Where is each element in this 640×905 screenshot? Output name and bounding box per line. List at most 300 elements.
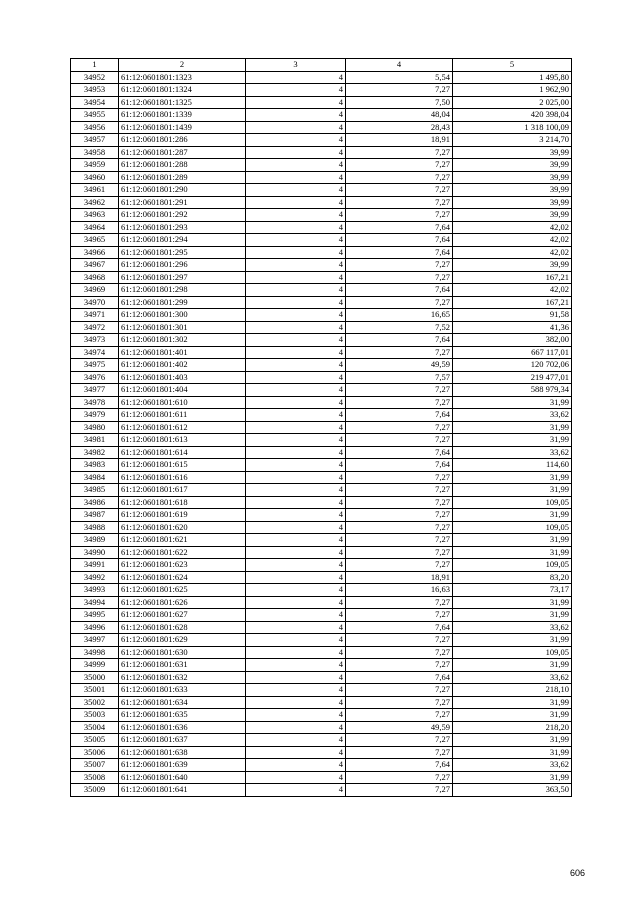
category-cell: 4 [246, 321, 346, 334]
row-number-cell: 34982 [71, 446, 119, 459]
table-row [71, 384, 572, 397]
category-cell: 4 [246, 446, 346, 459]
category-cell: 4 [246, 621, 346, 634]
table-row [71, 409, 572, 422]
cadastral-number-cell: 61:12:0601801:617 [119, 484, 246, 497]
area-cell: 28,43 [346, 121, 453, 134]
cadastral-number-cell: 61:12:0601801:620 [119, 521, 246, 534]
value-cell: 31,99 [453, 509, 572, 522]
row-number-cell: 34975 [71, 359, 119, 372]
table-row [71, 209, 572, 222]
row-number-cell: 34961 [71, 184, 119, 197]
table-row [71, 84, 572, 97]
area-cell: 7,27 [346, 421, 453, 434]
area-cell: 5,54 [346, 71, 453, 84]
area-cell: 7,27 [346, 171, 453, 184]
category-cell: 4 [246, 771, 346, 784]
category-cell: 4 [246, 259, 346, 272]
value-cell: 39,99 [453, 259, 572, 272]
category-cell: 4 [246, 671, 346, 684]
row-number-cell: 35005 [71, 734, 119, 747]
cadastral-number-cell: 61:12:0601801:1325 [119, 96, 246, 109]
cadastral-number-cell: 61:12:0601801:626 [119, 596, 246, 609]
value-cell: 39,99 [453, 171, 572, 184]
row-number-cell: 35003 [71, 709, 119, 722]
row-number-cell: 34959 [71, 159, 119, 172]
table-row [71, 184, 572, 197]
value-cell: 588 979,34 [453, 384, 572, 397]
value-cell: 39,99 [453, 159, 572, 172]
category-cell: 4 [246, 384, 346, 397]
cadastral-number-cell: 61:12:0601801:641 [119, 784, 246, 797]
cadastral-number-cell: 61:12:0601801:403 [119, 371, 246, 384]
table-row [71, 296, 572, 309]
category-cell: 4 [246, 746, 346, 759]
category-cell: 4 [246, 459, 346, 472]
row-number-cell: 34993 [71, 584, 119, 597]
table-row [71, 196, 572, 209]
row-number-cell: 34956 [71, 121, 119, 134]
value-cell: 41,36 [453, 321, 572, 334]
cadastral-number-cell: 61:12:0601801:623 [119, 559, 246, 572]
value-cell: 31,99 [453, 746, 572, 759]
category-cell: 4 [246, 71, 346, 84]
value-cell: 667 117,01 [453, 346, 572, 359]
cadastral-number-cell: 61:12:0601801:630 [119, 646, 246, 659]
area-cell: 7,64 [346, 409, 453, 422]
row-number-cell: 34971 [71, 309, 119, 322]
row-number-cell: 35009 [71, 784, 119, 797]
row-number-cell: 34998 [71, 646, 119, 659]
column-header-4: 4 [346, 59, 453, 72]
row-number-cell: 34988 [71, 521, 119, 534]
area-cell: 7,27 [346, 471, 453, 484]
value-cell: 33,62 [453, 759, 572, 772]
category-cell: 4 [246, 434, 346, 447]
category-cell: 4 [246, 546, 346, 559]
row-number-cell: 35001 [71, 684, 119, 697]
table-row [71, 634, 572, 647]
row-number-cell: 34968 [71, 271, 119, 284]
cadastral-number-cell: 61:12:0601801:1324 [119, 84, 246, 97]
column-header-3: 3 [246, 59, 346, 72]
value-cell: 31,99 [453, 596, 572, 609]
area-cell: 7,27 [346, 296, 453, 309]
category-cell: 4 [246, 234, 346, 247]
row-number-cell: 34960 [71, 171, 119, 184]
area-cell: 7,27 [346, 546, 453, 559]
cadastral-number-cell: 61:12:0601801:636 [119, 721, 246, 734]
category-cell: 4 [246, 346, 346, 359]
value-cell: 31,99 [453, 471, 572, 484]
table-row [71, 771, 572, 784]
category-cell: 4 [246, 334, 346, 347]
table-row [71, 596, 572, 609]
cadastral-number-cell: 61:12:0601801:639 [119, 759, 246, 772]
category-cell: 4 [246, 146, 346, 159]
area-cell: 7,64 [346, 459, 453, 472]
value-cell: 39,99 [453, 196, 572, 209]
category-cell: 4 [246, 409, 346, 422]
page-number: 606 [569, 868, 585, 878]
area-cell: 7,27 [346, 784, 453, 797]
table-row [71, 621, 572, 634]
table-row [71, 684, 572, 697]
row-number-cell: 34991 [71, 559, 119, 572]
area-cell: 7,27 [346, 346, 453, 359]
row-number-cell: 34977 [71, 384, 119, 397]
value-cell: 31,99 [453, 734, 572, 747]
value-cell: 2 025,00 [453, 96, 572, 109]
row-number-cell: 34997 [71, 634, 119, 647]
cadastral-number-cell: 61:12:0601801:1339 [119, 109, 246, 122]
table-row [71, 734, 572, 747]
table-row [71, 234, 572, 247]
category-cell: 4 [246, 471, 346, 484]
category-cell: 4 [246, 759, 346, 772]
table-row [71, 471, 572, 484]
row-number-cell: 35008 [71, 771, 119, 784]
table-row [71, 459, 572, 472]
cadastral-number-cell: 61:12:0601801:624 [119, 571, 246, 584]
area-cell: 7,64 [346, 621, 453, 634]
row-number-cell: 34987 [71, 509, 119, 522]
cadastral-number-cell: 61:12:0601801:294 [119, 234, 246, 247]
area-cell: 7,64 [346, 246, 453, 259]
value-cell: 109,05 [453, 521, 572, 534]
table-row [71, 609, 572, 622]
value-cell: 42,02 [453, 246, 572, 259]
area-cell: 7,27 [346, 596, 453, 609]
category-cell: 4 [246, 171, 346, 184]
row-number-cell: 35004 [71, 721, 119, 734]
value-cell: 31,99 [453, 771, 572, 784]
area-cell: 7,27 [346, 771, 453, 784]
row-number-cell: 35000 [71, 671, 119, 684]
value-cell: 218,20 [453, 721, 572, 734]
table-row [71, 546, 572, 559]
value-cell: 167,21 [453, 271, 572, 284]
category-cell: 4 [246, 521, 346, 534]
value-cell: 114,60 [453, 459, 572, 472]
row-number-cell: 34970 [71, 296, 119, 309]
cadastral-number-cell: 61:12:0601801:616 [119, 471, 246, 484]
category-cell: 4 [246, 421, 346, 434]
category-cell: 4 [246, 271, 346, 284]
table-row [71, 696, 572, 709]
row-number-cell: 34963 [71, 209, 119, 222]
value-cell: 91,58 [453, 309, 572, 322]
row-number-cell: 35002 [71, 696, 119, 709]
row-number-cell: 34984 [71, 471, 119, 484]
cadastral-number-cell: 61:12:0601801:295 [119, 246, 246, 259]
cadastral-number-cell: 61:12:0601801:625 [119, 584, 246, 597]
area-cell: 7,50 [346, 96, 453, 109]
category-cell: 4 [246, 309, 346, 322]
area-cell: 7,64 [346, 446, 453, 459]
table-row [71, 496, 572, 509]
row-number-cell: 34965 [71, 234, 119, 247]
area-cell: 16,65 [346, 309, 453, 322]
area-cell: 7,27 [346, 184, 453, 197]
value-cell: 1 318 100,09 [453, 121, 572, 134]
table-row [71, 371, 572, 384]
area-cell: 49,59 [346, 359, 453, 372]
area-cell: 7,27 [346, 259, 453, 272]
cadastral-number-cell: 61:12:0601801:290 [119, 184, 246, 197]
value-cell: 109,05 [453, 646, 572, 659]
value-cell: 31,99 [453, 546, 572, 559]
row-number-cell: 34973 [71, 334, 119, 347]
area-cell: 7,64 [346, 284, 453, 297]
table-row [71, 71, 572, 84]
value-cell: 109,05 [453, 559, 572, 572]
cadastral-number-cell: 61:12:0601801:1439 [119, 121, 246, 134]
value-cell: 83,20 [453, 571, 572, 584]
area-cell: 7,27 [346, 559, 453, 572]
area-cell: 7,27 [346, 434, 453, 447]
cadastral-number-cell: 61:12:0601801:288 [119, 159, 246, 172]
value-cell: 167,21 [453, 296, 572, 309]
cadastral-number-cell: 61:12:0601801:618 [119, 496, 246, 509]
row-number-cell: 34974 [71, 346, 119, 359]
category-cell: 4 [246, 646, 346, 659]
category-cell: 4 [246, 296, 346, 309]
area-cell: 7,27 [346, 146, 453, 159]
cadastral-number-cell: 61:12:0601801:291 [119, 196, 246, 209]
cadastral-number-cell: 61:12:0601801:297 [119, 271, 246, 284]
table-row [71, 146, 572, 159]
table-row [71, 746, 572, 759]
category-cell: 4 [246, 246, 346, 259]
table-row [71, 584, 572, 597]
area-cell: 7,27 [346, 659, 453, 672]
table-row [71, 534, 572, 547]
value-cell: 1 495,80 [453, 71, 572, 84]
table-row [71, 396, 572, 409]
cadastral-number-cell: 61:12:0601801:289 [119, 171, 246, 184]
value-cell: 109,05 [453, 496, 572, 509]
category-cell: 4 [246, 196, 346, 209]
cadastral-number-cell: 61:12:0601801:640 [119, 771, 246, 784]
table-row [71, 646, 572, 659]
value-cell: 31,99 [453, 696, 572, 709]
table-row [71, 271, 572, 284]
category-cell: 4 [246, 159, 346, 172]
row-number-cell: 34953 [71, 84, 119, 97]
area-cell: 7,27 [346, 384, 453, 397]
table-row [71, 346, 572, 359]
cadastral-number-cell: 61:12:0601801:614 [119, 446, 246, 459]
table-row [71, 709, 572, 722]
cadastral-number-cell: 61:12:0601801:404 [119, 384, 246, 397]
category-cell: 4 [246, 684, 346, 697]
value-cell: 31,99 [453, 659, 572, 672]
value-cell: 31,99 [453, 534, 572, 547]
area-cell: 48,04 [346, 109, 453, 122]
row-number-cell: 34958 [71, 146, 119, 159]
row-number-cell: 35007 [71, 759, 119, 772]
table-row [71, 246, 572, 259]
cadastral-number-cell: 61:12:0601801:628 [119, 621, 246, 634]
table-row [71, 121, 572, 134]
category-cell: 4 [246, 121, 346, 134]
row-number-cell: 34972 [71, 321, 119, 334]
value-cell: 363,50 [453, 784, 572, 797]
category-cell: 4 [246, 734, 346, 747]
category-cell: 4 [246, 721, 346, 734]
table-row [71, 571, 572, 584]
area-cell: 7,27 [346, 521, 453, 534]
value-cell: 31,99 [453, 634, 572, 647]
area-cell: 7,27 [346, 609, 453, 622]
row-number-cell: 34976 [71, 371, 119, 384]
category-cell: 4 [246, 709, 346, 722]
cadastral-number-cell: 61:12:0601801:633 [119, 684, 246, 697]
area-cell: 7,27 [346, 734, 453, 747]
area-cell: 7,27 [346, 709, 453, 722]
row-number-cell: 34992 [71, 571, 119, 584]
area-cell: 7,64 [346, 221, 453, 234]
table-row [71, 321, 572, 334]
value-cell: 219 477,01 [453, 371, 572, 384]
column-header-5: 5 [453, 59, 572, 72]
table-row [71, 559, 572, 572]
area-cell: 7,27 [346, 196, 453, 209]
area-cell: 18,91 [346, 571, 453, 584]
area-cell: 16,63 [346, 584, 453, 597]
area-cell: 7,27 [346, 646, 453, 659]
table-row [71, 334, 572, 347]
category-cell: 4 [246, 371, 346, 384]
table-row [71, 109, 572, 122]
area-cell: 7,27 [346, 634, 453, 647]
row-number-cell: 34957 [71, 134, 119, 147]
cadastral-number-cell: 61:12:0601801:293 [119, 221, 246, 234]
area-cell: 7,27 [346, 696, 453, 709]
table-row [71, 446, 572, 459]
value-cell: 120 702,06 [453, 359, 572, 372]
cadastral-number-cell: 61:12:0601801:619 [119, 509, 246, 522]
area-cell: 7,27 [346, 534, 453, 547]
table-row [71, 96, 572, 109]
register-table [70, 58, 572, 797]
table-row [71, 259, 572, 272]
area-cell: 7,64 [346, 234, 453, 247]
area-cell: 18,91 [346, 134, 453, 147]
cadastral-number-cell: 61:12:0601801:638 [119, 746, 246, 759]
cadastral-number-cell: 61:12:0601801:296 [119, 259, 246, 272]
cadastral-number-cell: 61:12:0601801:299 [119, 296, 246, 309]
area-cell: 7,64 [346, 759, 453, 772]
value-cell: 218,10 [453, 684, 572, 697]
row-number-cell: 34995 [71, 609, 119, 622]
cadastral-number-cell: 61:12:0601801:292 [119, 209, 246, 222]
cadastral-number-cell: 61:12:0601801:286 [119, 134, 246, 147]
category-cell: 4 [246, 359, 346, 372]
category-cell: 4 [246, 696, 346, 709]
cadastral-number-cell: 61:12:0601801:631 [119, 659, 246, 672]
value-cell: 33,62 [453, 671, 572, 684]
cadastral-number-cell: 61:12:0601801:627 [119, 609, 246, 622]
value-cell: 73,17 [453, 584, 572, 597]
row-number-cell: 34967 [71, 259, 119, 272]
area-cell: 7,27 [346, 396, 453, 409]
row-number-cell: 34985 [71, 484, 119, 497]
table-row [71, 759, 572, 772]
column-header-2: 2 [119, 59, 246, 72]
cadastral-number-cell: 61:12:0601801:632 [119, 671, 246, 684]
value-cell: 39,99 [453, 146, 572, 159]
table-row [71, 359, 572, 372]
cadastral-number-cell: 61:12:0601801:300 [119, 309, 246, 322]
category-cell: 4 [246, 184, 346, 197]
category-cell: 4 [246, 221, 346, 234]
category-cell: 4 [246, 396, 346, 409]
area-cell: 7,64 [346, 334, 453, 347]
cadastral-number-cell: 61:12:0601801:615 [119, 459, 246, 472]
cadastral-number-cell: 61:12:0601801:621 [119, 534, 246, 547]
cadastral-number-cell: 61:12:0601801:287 [119, 146, 246, 159]
area-cell: 7,27 [346, 509, 453, 522]
category-cell: 4 [246, 496, 346, 509]
category-cell: 4 [246, 284, 346, 297]
cadastral-number-cell: 61:12:0601801:635 [119, 709, 246, 722]
category-cell: 4 [246, 134, 346, 147]
area-cell: 7,52 [346, 321, 453, 334]
table-row [71, 171, 572, 184]
category-cell: 4 [246, 559, 346, 572]
cadastral-number-cell: 61:12:0601801:401 [119, 346, 246, 359]
table-row [71, 721, 572, 734]
category-cell: 4 [246, 584, 346, 597]
row-number-cell: 34962 [71, 196, 119, 209]
column-header-1: 1 [71, 59, 119, 72]
table-row [71, 284, 572, 297]
table-row [71, 221, 572, 234]
value-cell: 42,02 [453, 221, 572, 234]
category-cell: 4 [246, 609, 346, 622]
cadastral-number-cell: 61:12:0601801:298 [119, 284, 246, 297]
area-cell: 7,27 [346, 84, 453, 97]
table-row [71, 421, 572, 434]
row-number-cell: 34979 [71, 409, 119, 422]
area-cell: 7,27 [346, 209, 453, 222]
category-cell: 4 [246, 96, 346, 109]
row-number-cell: 34983 [71, 459, 119, 472]
value-cell: 42,02 [453, 234, 572, 247]
value-cell: 33,62 [453, 446, 572, 459]
value-cell: 33,62 [453, 621, 572, 634]
value-cell: 33,62 [453, 409, 572, 422]
cadastral-number-cell: 61:12:0601801:402 [119, 359, 246, 372]
value-cell: 39,99 [453, 209, 572, 222]
category-cell: 4 [246, 571, 346, 584]
value-cell: 31,99 [453, 421, 572, 434]
row-number-cell: 34980 [71, 421, 119, 434]
row-number-cell: 34981 [71, 434, 119, 447]
cadastral-number-cell: 61:12:0601801:610 [119, 396, 246, 409]
row-number-cell: 34952 [71, 71, 119, 84]
table-row [71, 784, 572, 797]
category-cell: 4 [246, 509, 346, 522]
category-cell: 4 [246, 596, 346, 609]
row-number-cell: 34999 [71, 659, 119, 672]
category-cell: 4 [246, 534, 346, 547]
row-number-cell: 34966 [71, 246, 119, 259]
category-cell: 4 [246, 109, 346, 122]
cadastral-number-cell: 61:12:0601801:622 [119, 546, 246, 559]
